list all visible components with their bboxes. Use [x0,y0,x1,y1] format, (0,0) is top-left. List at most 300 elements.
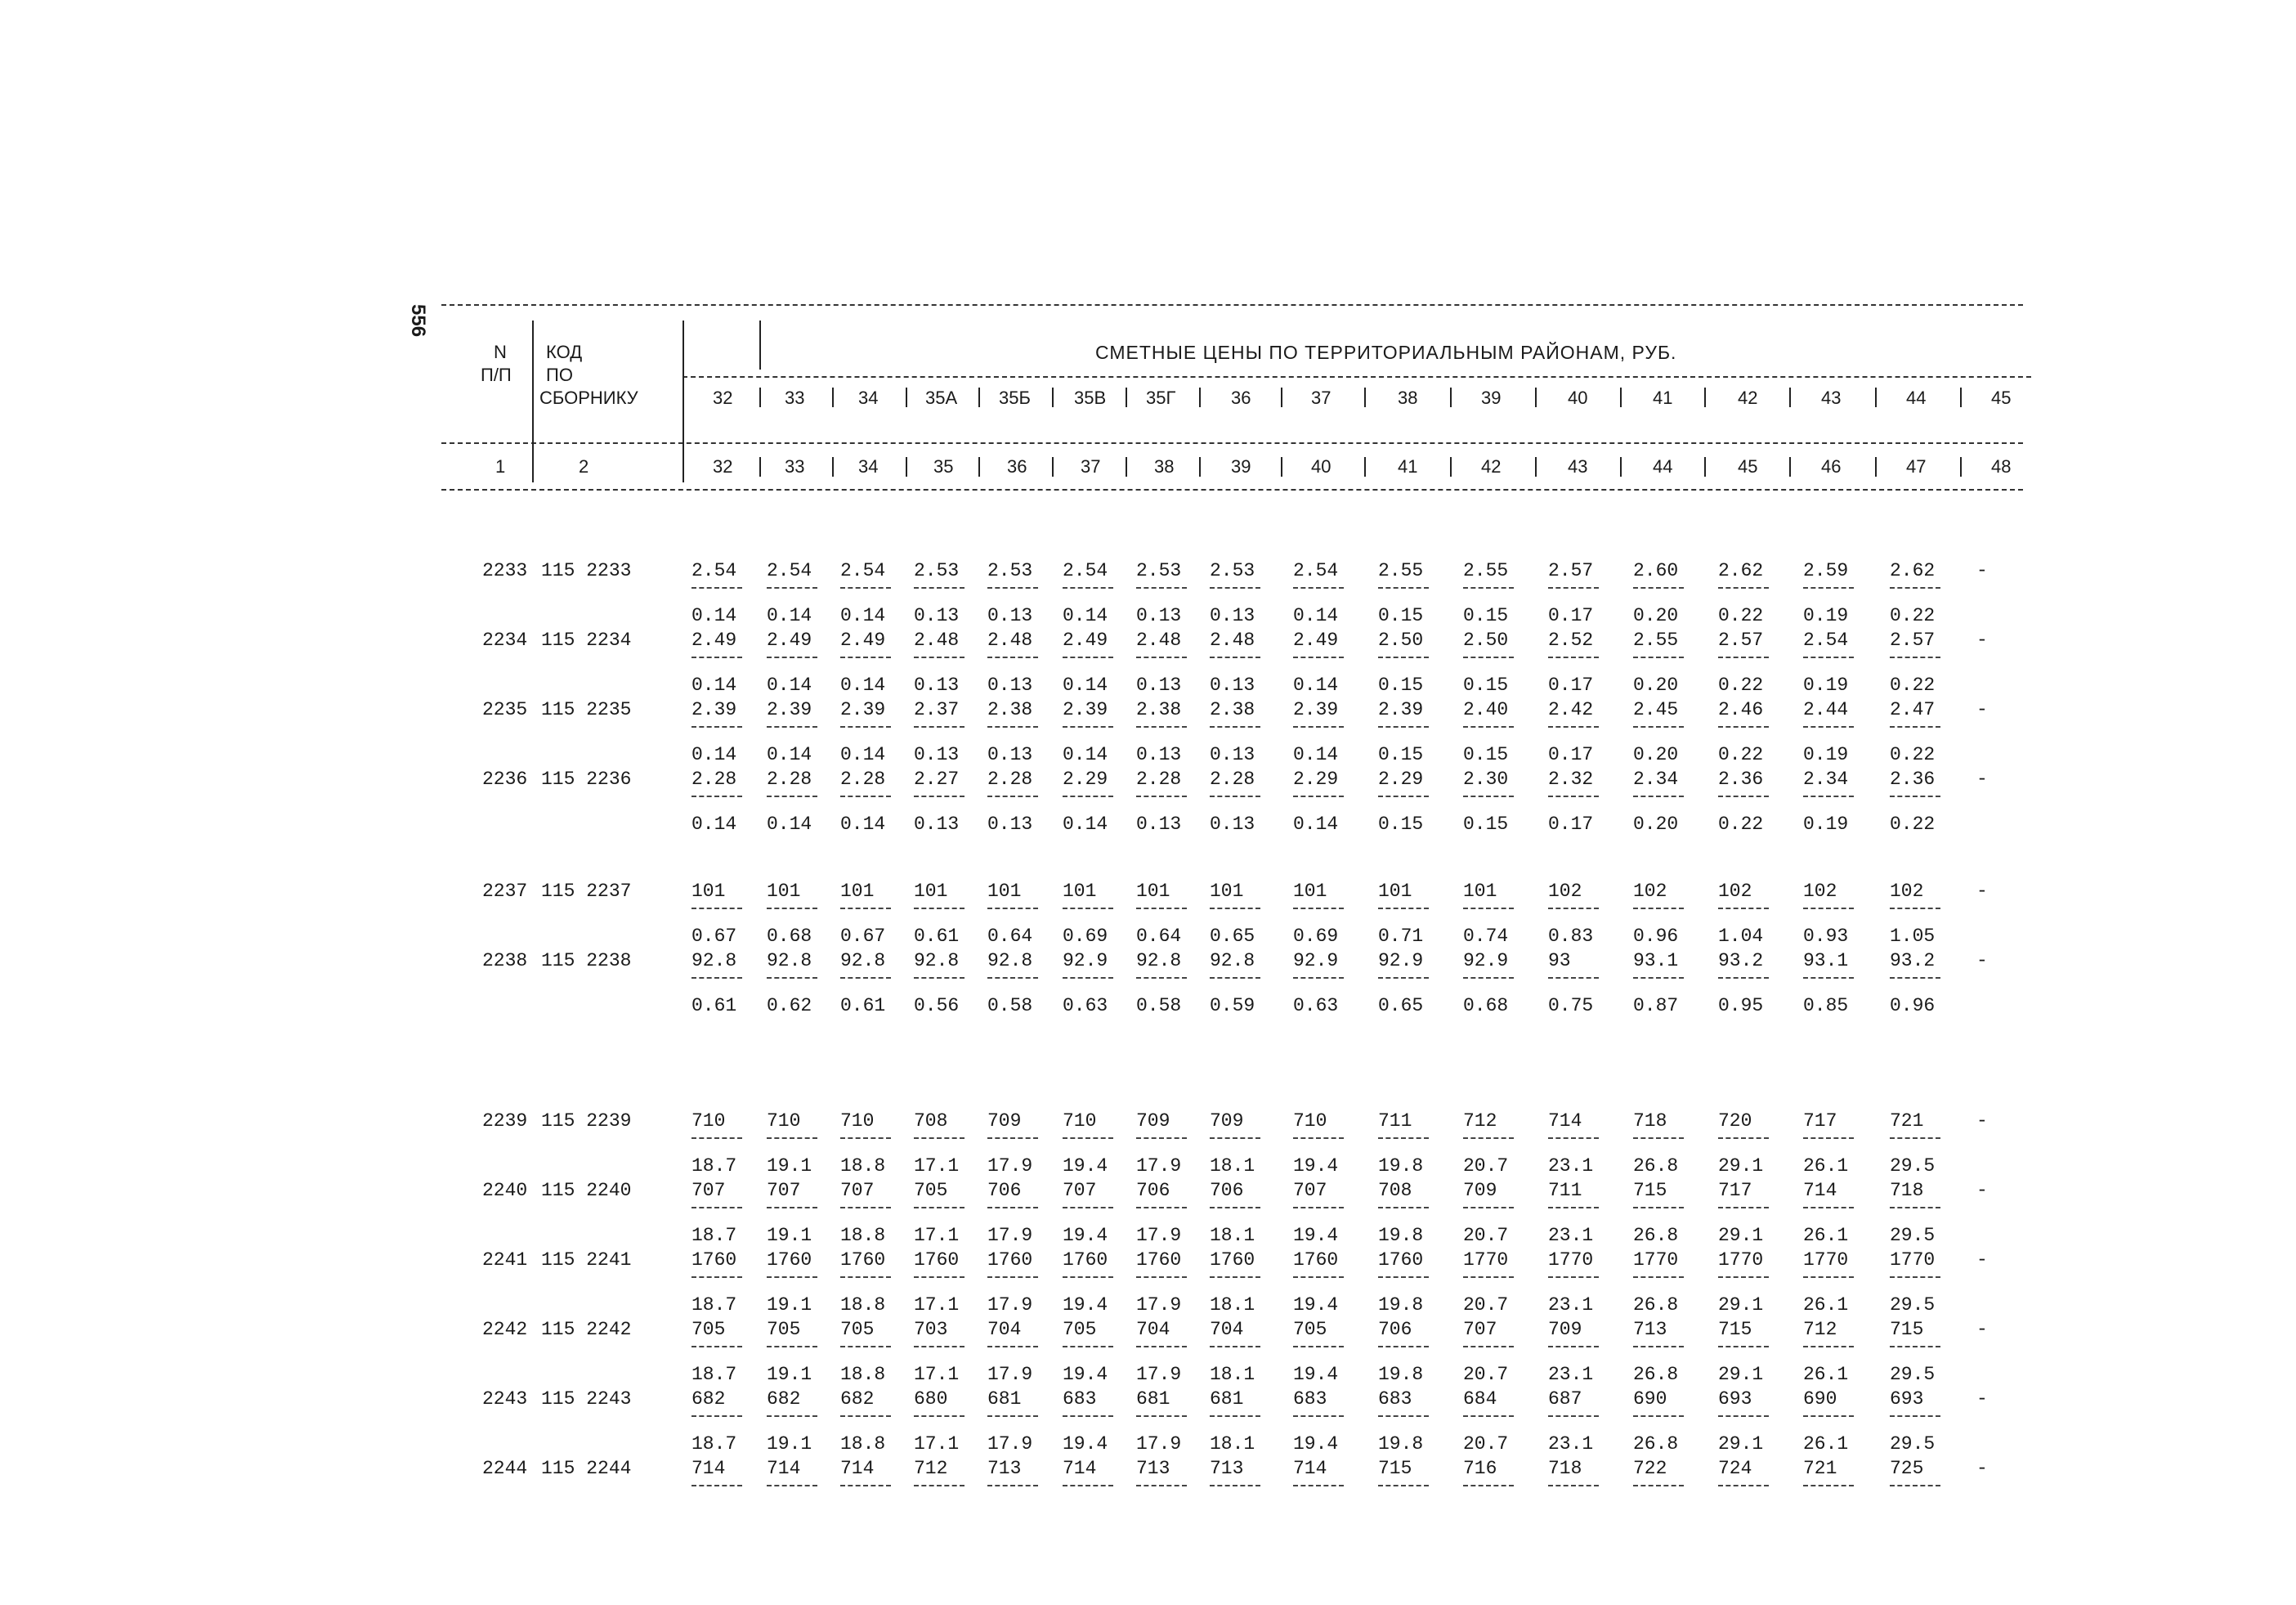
fraction-line [1136,1276,1187,1278]
price-subvalue: 26.1 [1803,1364,1849,1385]
price-subvalue: 26.1 [1803,1155,1849,1177]
price-subvalue: 0.13 [1210,605,1255,626]
region-label: 35А [925,388,958,408]
price-value: 2.62 [1718,560,1764,581]
fraction-line [1378,908,1429,909]
header-col-separator [906,457,907,477]
fraction-line [691,1346,742,1347]
region-label: 40 [1568,388,1588,408]
fraction-line [1803,657,1854,658]
price-value: 711 [1378,1110,1412,1132]
price-subvalue: 19.8 [1378,1294,1424,1316]
column-number: 40 [1311,456,1332,477]
fraction-line [840,1415,891,1417]
price-subvalue: 18.8 [840,1364,886,1385]
price-value: 706 [987,1180,1022,1201]
price-subvalue: 0.13 [1136,605,1182,626]
price-value: 2.53 [914,560,960,581]
fraction-line [1718,1485,1769,1486]
price-subvalue: 0.19 [1803,814,1849,835]
fraction-line [1378,726,1429,728]
price-value: 2.44 [1803,699,1849,720]
price-subvalue: 17.1 [914,1225,960,1246]
price-value: 1760 [1293,1249,1339,1271]
price-value: 707 [1463,1319,1497,1340]
price-subvalue: 18.8 [840,1294,886,1316]
fraction-line [1718,1346,1769,1347]
price-subvalue: 0.68 [767,926,812,947]
column-number: 35 [933,456,954,477]
fraction-line [1633,796,1684,797]
fraction-line [1803,977,1854,979]
price-value: 2.62 [1890,560,1936,581]
price-value: 2.39 [691,699,737,720]
fraction-line [987,977,1038,979]
price-value: 2.42 [1548,699,1594,720]
price-subvalue: 0.19 [1803,744,1849,765]
fraction-line [1378,1415,1429,1417]
region-label: 34 [858,388,879,408]
price-value: 2.39 [840,699,886,720]
column-number: 44 [1653,456,1673,477]
price-subvalue: 19.4 [1293,1433,1339,1455]
header-col-separator [1364,388,1366,407]
fraction-line [1210,908,1260,909]
price-subvalue: 18.7 [691,1155,737,1177]
price-subvalue: 29.1 [1718,1433,1764,1455]
price-subvalue: 0.17 [1548,675,1594,696]
price-subvalue: 0.13 [987,605,1033,626]
price-subvalue: 0.61 [691,995,737,1016]
fraction-line [1378,1276,1429,1278]
price-subvalue: 0.14 [1293,605,1339,626]
fraction-line [840,657,891,658]
fraction-line [1136,726,1187,728]
header-col-separator [1789,457,1791,477]
fraction-line [1136,1137,1187,1139]
fraction-line [1293,1346,1344,1347]
price-value: 709 [1210,1110,1244,1132]
price-subvalue: 26.8 [1633,1294,1679,1316]
price-value: 717 [1718,1180,1752,1201]
fraction-line [1633,1207,1684,1208]
fraction-line [1378,796,1429,797]
price-value: 710 [767,1110,801,1132]
fraction-line [1633,908,1684,909]
price-value: 710 [1063,1110,1097,1132]
price-subvalue: 0.68 [1463,995,1509,1016]
fraction-line [1633,1485,1684,1486]
price-value: 709 [1548,1319,1582,1340]
price-subvalue: 26.8 [1633,1433,1679,1455]
fraction-line [767,977,817,979]
fraction-line [691,726,742,728]
price-subvalue: 0.14 [840,605,886,626]
price-value: 703 [914,1319,948,1340]
fraction-line [1210,726,1260,728]
header-col-separator [1199,457,1201,477]
price-value: 715 [1890,1319,1924,1340]
price-subvalue: 0.96 [1890,995,1936,1016]
price-subvalue: 18.1 [1210,1225,1255,1246]
price-value: 2.29 [1063,769,1108,790]
price-value: 714 [1293,1458,1327,1479]
fraction-line [1548,1137,1599,1139]
price-subvalue: 0.71 [1378,926,1424,947]
fraction-line [1378,587,1429,589]
price-subvalue: 19.8 [1378,1433,1424,1455]
price-subvalue: 0.14 [767,814,812,835]
price-value: 92.9 [1463,950,1509,971]
header-col-separator [832,457,834,477]
header-col-separator [1620,457,1622,477]
price-value: 2.34 [1803,769,1849,790]
price-value: 2.36 [1890,769,1936,790]
price-value: 101 [987,881,1022,902]
price-value: 1760 [1063,1249,1108,1271]
fraction-line [840,977,891,979]
price-subvalue: 0.13 [987,744,1033,765]
price-subvalue: 0.19 [1803,675,1849,696]
price-value: 92.8 [1210,950,1255,971]
price-subvalue: 19.4 [1063,1225,1108,1246]
fraction-line [1890,1137,1940,1139]
price-subvalue: 20.7 [1463,1225,1509,1246]
price-value: 2.34 [1633,769,1679,790]
column-number: 34 [858,456,879,477]
price-subvalue: 0.15 [1378,814,1424,835]
fraction-line [767,726,817,728]
price-value: 683 [1063,1388,1097,1410]
price-subvalue: 0.14 [691,814,737,835]
price-value: 715 [1718,1319,1752,1340]
fraction-line [1463,1415,1514,1417]
fraction-line [1210,1276,1260,1278]
price-value: 710 [840,1110,875,1132]
price-subvalue: 0.14 [1293,675,1339,696]
price-value: 705 [767,1319,801,1340]
row-number: 2242 [482,1319,528,1340]
price-subvalue: 0.15 [1463,744,1509,765]
empty-cell-dash: - [1976,1319,1988,1340]
fraction-line [1803,1415,1854,1417]
price-subvalue: 0.13 [1136,744,1182,765]
fraction-line [1210,1207,1260,1208]
fraction-line [914,1137,964,1139]
price-value: 715 [1378,1458,1412,1479]
price-value: 707 [691,1180,726,1201]
price-subvalue: 0.22 [1718,744,1764,765]
price-value: 102 [1718,881,1752,902]
price-subvalue: 19.4 [1063,1155,1108,1177]
fraction-line [767,657,817,658]
header-col-separator [1960,388,1962,407]
fraction-line [691,1207,742,1208]
price-value: 725 [1890,1458,1924,1479]
price-subvalue: 18.1 [1210,1364,1255,1385]
fraction-line [1548,1207,1599,1208]
fraction-line [767,587,817,589]
price-subvalue: 0.20 [1633,814,1679,835]
price-value: 716 [1463,1458,1497,1479]
price-subvalue: 0.13 [1136,814,1182,835]
region-label: 45 [1991,388,2012,408]
fraction-line [1718,1207,1769,1208]
fraction-line [767,1137,817,1139]
price-subvalue: 26.8 [1633,1364,1679,1385]
price-subvalue: 0.63 [1293,995,1339,1016]
row-number: 2243 [482,1388,528,1410]
region-label: 43 [1821,388,1842,408]
price-value: 713 [1136,1458,1170,1479]
price-value: 682 [691,1388,726,1410]
column-number: 46 [1821,456,1842,477]
fraction-line [1548,726,1599,728]
price-subvalue: 18.8 [840,1225,886,1246]
price-value: 714 [691,1458,726,1479]
price-value: 2.53 [987,560,1033,581]
price-subvalue: 0.83 [1548,926,1594,947]
empty-cell-dash: - [1976,950,1988,971]
price-subvalue: 20.7 [1463,1364,1509,1385]
price-value: 92.8 [1136,950,1182,971]
region-label: 39 [1481,388,1502,408]
fraction-line [1063,657,1113,658]
price-subvalue: 0.63 [1063,995,1108,1016]
price-subvalue: 0.74 [1463,926,1509,947]
price-value: 713 [1633,1319,1667,1340]
fraction-line [1548,977,1599,979]
fraction-line [840,1207,891,1208]
price-value: 709 [1463,1180,1497,1201]
price-subvalue: 0.14 [840,814,886,835]
row-code: 115 2235 [541,699,632,720]
price-value: 93 [1548,950,1571,971]
fraction-line [1803,1485,1854,1486]
price-subvalue: 0.14 [1063,744,1108,765]
price-value: 2.38 [1136,699,1182,720]
price-subvalue: 0.17 [1548,814,1594,835]
price-value: 102 [1890,881,1924,902]
price-value: 1770 [1718,1249,1764,1271]
fraction-line [1803,1137,1854,1139]
price-subvalue: 19.1 [767,1364,812,1385]
price-value: 2.39 [767,699,812,720]
price-subvalue: 0.22 [1890,675,1936,696]
price-subvalue: 20.7 [1463,1294,1509,1316]
fraction-line [1803,1207,1854,1208]
fraction-line [1463,1207,1514,1208]
price-value: 1760 [767,1249,812,1271]
fraction-line [914,1415,964,1417]
fraction-line [1210,1485,1260,1486]
price-value: 2.28 [987,769,1033,790]
price-value: 2.28 [1136,769,1182,790]
fraction-line [987,657,1038,658]
fraction-line [1293,796,1344,797]
price-value: 92.9 [1378,950,1424,971]
fraction-line [767,1415,817,1417]
fraction-line [1293,1276,1344,1278]
price-subvalue: 20.7 [1463,1155,1509,1177]
price-subvalue: 19.1 [767,1294,812,1316]
price-subvalue: 0.14 [1063,605,1108,626]
col-kod-label: КОД [546,342,583,362]
price-subvalue: 18.1 [1210,1155,1255,1177]
price-subvalue: 26.1 [1803,1433,1849,1455]
price-value: 101 [1293,881,1327,902]
row-code: 115 2239 [541,1110,632,1132]
header-col-separator [906,388,907,407]
fraction-line [1463,1485,1514,1486]
fraction-line [1803,1346,1854,1347]
fraction-line [1293,726,1344,728]
price-subvalue: 19.8 [1378,1364,1424,1385]
price-value: 2.40 [1463,699,1509,720]
row-number: 2241 [482,1249,528,1271]
fraction-line [1463,657,1514,658]
price-value: 2.59 [1803,560,1849,581]
price-value: 724 [1718,1458,1752,1479]
price-subvalue: 0.20 [1633,744,1679,765]
column-number: 38 [1154,456,1175,477]
price-value: 1760 [691,1249,737,1271]
row-code: 115 2238 [541,950,632,971]
price-value: 2.39 [1378,699,1424,720]
price-value: 682 [840,1388,875,1410]
price-value: 2.29 [1378,769,1424,790]
price-value: 707 [767,1180,801,1201]
fraction-line [1803,908,1854,909]
fraction-line [767,1276,817,1278]
price-subvalue: 19.4 [1063,1364,1108,1385]
price-subvalue: 0.69 [1293,926,1339,947]
column-number: 41 [1398,456,1418,477]
region-label: 32 [713,388,733,408]
price-subvalue: 18.7 [691,1225,737,1246]
price-subvalue: 18.1 [1210,1294,1255,1316]
price-subvalue: 0.22 [1890,605,1936,626]
price-value: 2.52 [1548,630,1594,651]
fraction-line [840,587,891,589]
fraction-line [1210,1346,1260,1347]
fraction-line [1548,1415,1599,1417]
price-subvalue: 0.14 [840,744,886,765]
empty-cell-dash: - [1976,630,1988,651]
fraction-line [691,908,742,909]
fraction-line [1063,1415,1113,1417]
header-col-separator [1704,388,1706,407]
fraction-line [1633,1346,1684,1347]
price-value: 101 [1210,881,1244,902]
price-value: 708 [914,1110,948,1132]
price-subvalue: 0.64 [1136,926,1182,947]
price-subvalue: 0.59 [1210,995,1255,1016]
fraction-line [840,796,891,797]
fraction-line [1890,1276,1940,1278]
fraction-line [1063,796,1113,797]
fraction-line [1803,587,1854,589]
price-subvalue: 0.61 [914,926,960,947]
price-value: 92.9 [1063,950,1108,971]
fraction-line [1293,657,1344,658]
price-subvalue: 0.14 [691,675,737,696]
price-value: 2.36 [1718,769,1764,790]
price-subvalue: 0.93 [1803,926,1849,947]
fraction-line [1210,1415,1260,1417]
fraction-line [914,587,964,589]
price-subvalue: 17.9 [1136,1294,1182,1316]
price-value: 1760 [1136,1249,1182,1271]
fraction-line [1136,1207,1187,1208]
price-value: 1760 [840,1249,886,1271]
header-col-separator [1052,388,1054,407]
price-subvalue: 0.19 [1803,605,1849,626]
price-subvalue: 0.15 [1378,675,1424,696]
price-value: 704 [987,1319,1022,1340]
header-col-separator [532,321,534,482]
fraction-line [1463,587,1514,589]
price-value: 1760 [1210,1249,1255,1271]
fraction-line [767,1485,817,1486]
price-value: 706 [1210,1180,1244,1201]
price-subvalue: 0.67 [840,926,886,947]
fraction-line [691,796,742,797]
header-col-separator [1704,457,1706,477]
price-value: 709 [1136,1110,1170,1132]
price-value: 101 [914,881,948,902]
empty-cell-dash: - [1976,1388,1988,1410]
fraction-line [1803,796,1854,797]
fraction-line [1548,908,1599,909]
fraction-line [1890,908,1940,909]
price-subvalue: 0.14 [691,605,737,626]
fraction-line [1463,726,1514,728]
price-value: 706 [1136,1180,1170,1201]
fraction-line [1718,908,1769,909]
fraction-line [987,1276,1038,1278]
row-code: 115 2242 [541,1319,632,1340]
price-value: 93.2 [1890,950,1936,971]
fraction-line [1633,657,1684,658]
price-value: 2.38 [987,699,1033,720]
page-number: 556 [407,304,429,338]
price-value: 2.54 [691,560,737,581]
row-code: 115 2244 [541,1458,632,1479]
header-rule [441,489,2023,491]
fraction-line [1063,1137,1113,1139]
price-subvalue: 0.22 [1890,744,1936,765]
price-value: 2.54 [840,560,886,581]
column-number: 37 [1081,456,1101,477]
fraction-line [1803,1276,1854,1278]
fraction-line [1548,1276,1599,1278]
fraction-line [1718,726,1769,728]
fraction-line [1633,1276,1684,1278]
header-col-separator [759,457,761,477]
price-value: 1760 [914,1249,960,1271]
price-value: 680 [914,1388,948,1410]
price-value: 92.8 [914,950,960,971]
price-subvalue: 17.1 [914,1433,960,1455]
price-subvalue: 19.1 [767,1225,812,1246]
price-subvalue: 26.1 [1803,1294,1849,1316]
header-rule [441,304,2023,306]
price-value: 92.9 [1293,950,1339,971]
fraction-line [1210,587,1260,589]
empty-cell-dash: - [1976,1180,1988,1201]
fraction-line [1378,1485,1429,1486]
